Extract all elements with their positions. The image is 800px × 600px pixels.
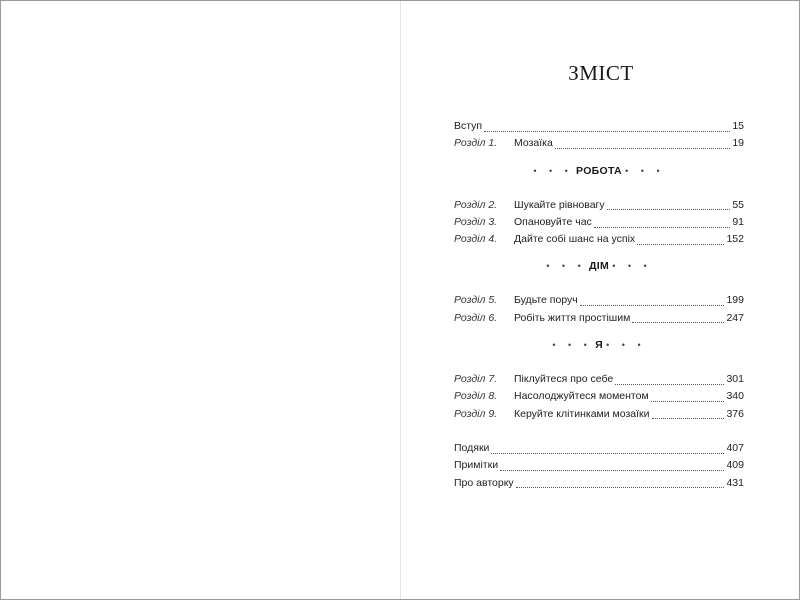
toc-row-intro[interactable]: [454, 118, 744, 135]
dot-leader: [484, 130, 730, 132]
toc-page: 55: [732, 198, 744, 211]
toc-page: 19: [732, 137, 744, 150]
section-dots-left: • • •: [552, 340, 592, 351]
toc-page: 152: [726, 233, 744, 246]
toc-chapter-prefix: Розділ 9.: [454, 407, 498, 420]
dot-leader: [651, 400, 725, 402]
toc-row-chapter-7[interactable]: [454, 371, 744, 388]
section-heading-text: РОБОТА: [576, 164, 622, 177]
dot-leader: [491, 452, 724, 454]
toc-label: Піклуйтеся про себе: [514, 373, 614, 386]
toc-row-chapter-3[interactable]: [454, 214, 744, 231]
toc-row-chapter-1[interactable]: [454, 135, 744, 152]
toc-chapter-prefix: Розділ 3.: [454, 215, 498, 228]
toc-row-about-author[interactable]: [454, 475, 744, 492]
dot-leader: [607, 208, 731, 210]
toc-title: ЗМІСТ: [568, 61, 634, 85]
toc-row-chapter-9[interactable]: [454, 406, 744, 423]
toc-row-chapter-8[interactable]: [454, 388, 744, 405]
toc-chapter-prefix: Розділ 4.: [454, 233, 498, 246]
dot-leader: [652, 417, 725, 419]
dot-leader: [555, 147, 730, 149]
toc-label: Опановуйте час: [514, 215, 592, 228]
dot-leader: [637, 243, 724, 245]
dot-leader: [632, 321, 724, 323]
toc-page: 407: [726, 441, 744, 454]
section-heading-self: [454, 337, 744, 354]
right-page: [401, 1, 800, 599]
toc-label: Примітки: [454, 459, 499, 472]
toc-row-acknowledgements[interactable]: [454, 440, 744, 457]
dot-leader: [500, 469, 724, 471]
toc-chapter-prefix: Розділ 2.: [454, 198, 498, 211]
toc-row-chapter-2[interactable]: [454, 197, 744, 214]
toc-page: 376: [726, 407, 744, 420]
section-dots-right: • • •: [612, 261, 652, 272]
toc-page: 247: [726, 311, 744, 324]
toc-label: Шукайте рівновагу: [514, 198, 605, 211]
toc-row-notes[interactable]: [454, 457, 744, 474]
section-heading-work: [454, 163, 744, 180]
toc-page: 199: [726, 294, 744, 307]
section-dots-left: • • •: [533, 165, 573, 176]
toc-label: Про авторку: [454, 476, 514, 489]
toc-page: 409: [726, 459, 744, 472]
section-heading-home: [454, 258, 744, 275]
section-heading-text: ДІМ: [588, 260, 610, 273]
toc-chapter-prefix: Розділ 6.: [454, 311, 498, 324]
toc-chapter-prefix: Розділ 1.: [454, 137, 498, 150]
toc-label: Насолоджуйтеся моментом: [514, 390, 649, 403]
dot-leader: [580, 304, 725, 306]
toc-chapter-prefix: Розділ 5.: [454, 294, 498, 307]
toc-label: Мозаїка: [514, 137, 553, 150]
toc-label: Робіть життя простішим: [514, 311, 631, 324]
dot-leader: [615, 383, 724, 385]
toc-page: 15: [732, 120, 744, 132]
toc-label: Будьте поруч: [514, 294, 578, 307]
toc-page: 431: [726, 476, 744, 489]
toc-page: 91: [732, 215, 744, 228]
toc-row-chapter-4[interactable]: [454, 231, 744, 248]
toc-chapter-prefix: Розділ 7.: [454, 373, 498, 386]
section-dots-left: • • •: [546, 261, 586, 272]
toc-row-chapter-6[interactable]: [454, 310, 744, 327]
section-dots-right: • • •: [606, 340, 646, 351]
section-dots-right: • • •: [625, 165, 665, 176]
section-heading-text: Я: [595, 339, 603, 352]
toc-label: Вступ: [454, 120, 483, 132]
toc-page: 340: [726, 390, 744, 403]
toc-label: Подяки: [454, 441, 490, 454]
toc-row-chapter-5[interactable]: [454, 292, 744, 309]
left-page-blank: [1, 1, 400, 599]
dot-leader: [516, 486, 725, 488]
toc-label: Дайте собі шанс на успіх: [514, 233, 636, 246]
table-of-contents: [454, 118, 744, 492]
toc-label: Керуйте клітинками мозаїки: [514, 407, 650, 420]
toc-page: 301: [726, 373, 744, 386]
toc-chapter-prefix: Розділ 8.: [454, 390, 498, 403]
dot-leader: [594, 226, 731, 228]
